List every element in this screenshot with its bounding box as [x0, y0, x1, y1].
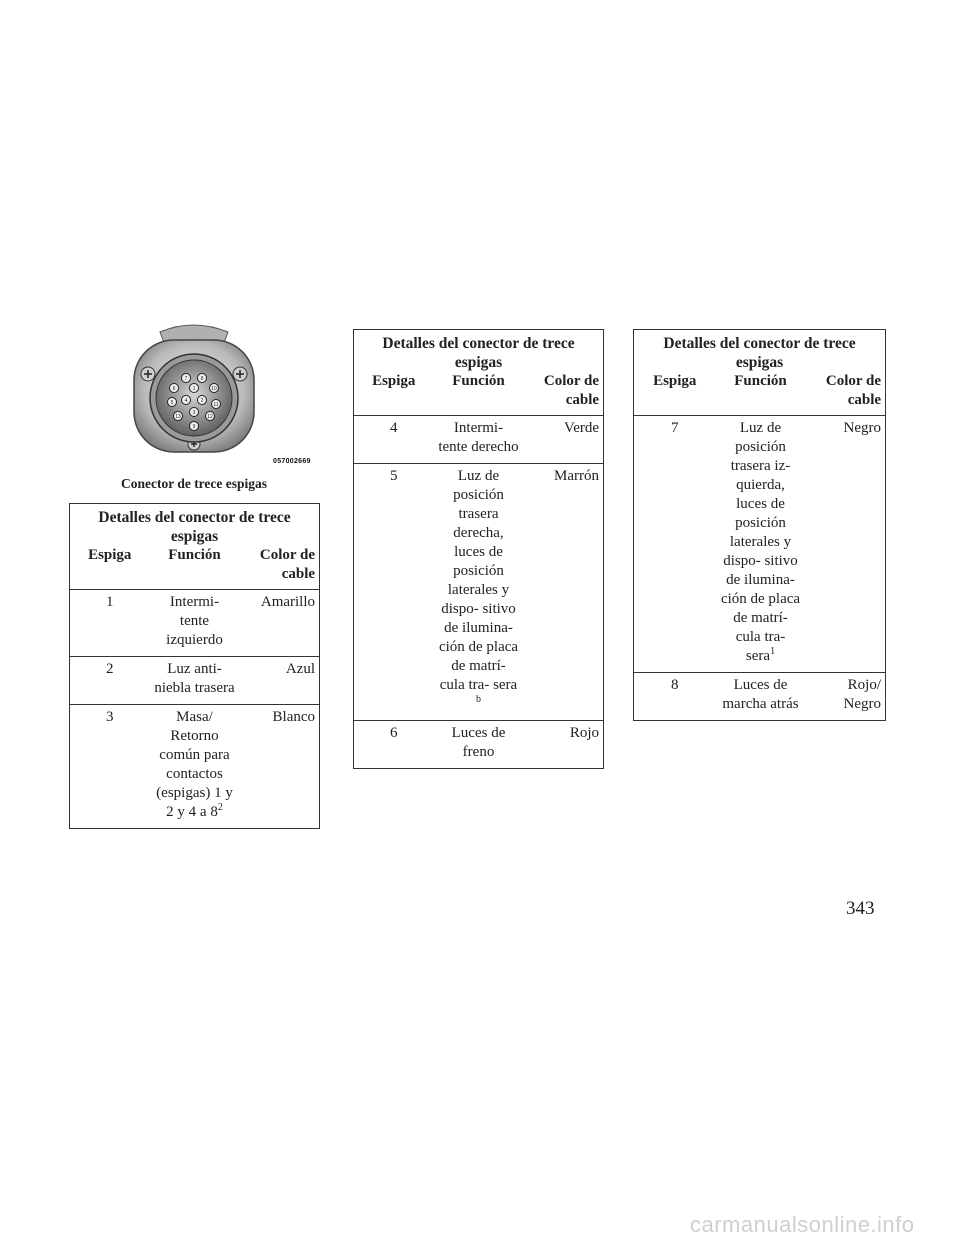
- wire-color: Azul: [240, 657, 320, 705]
- pin-function: Luces de marcha atrás: [716, 673, 806, 721]
- figure-caption: Conector de trece espigas: [120, 476, 268, 491]
- wire-color: Marrón: [524, 464, 604, 721]
- pin-number: 7: [634, 416, 716, 673]
- wire-color: Blanco: [240, 705, 320, 829]
- pin-label: 2: [200, 398, 204, 404]
- connector-figure: [108, 322, 338, 472]
- header-funcion: Función: [434, 372, 524, 416]
- footnote-mark: 2: [217, 802, 223, 813]
- pin-label: 10: [211, 386, 217, 392]
- pin-number: 2: [70, 657, 150, 705]
- header-color: Color de cable: [524, 372, 604, 416]
- table-row: [354, 464, 604, 721]
- footnote-mark: 1: [770, 646, 776, 657]
- table-row: [70, 657, 320, 705]
- pin-table-3: [633, 329, 886, 721]
- table-title: Detalles del conector de trece espigas: [354, 330, 604, 373]
- pin-table-1: [69, 503, 320, 829]
- table-row: [70, 590, 320, 657]
- thirteen-pin-connector-illustration: [108, 322, 338, 472]
- pin-number: 4: [354, 416, 434, 464]
- header-espiga: Espiga: [634, 372, 716, 416]
- pin-function: Luces de freno: [434, 721, 524, 769]
- pin-label: 11: [213, 402, 219, 408]
- table-title: Detalles del conector de trece espigas: [70, 504, 320, 547]
- table-row: [70, 705, 320, 829]
- pin-number: 8: [634, 673, 716, 721]
- pin-function: Intermi- tente izquierdo: [150, 590, 240, 657]
- pin-label: 12: [207, 414, 213, 420]
- table-row: [634, 673, 886, 721]
- wire-color: Rojo/ Negro: [806, 673, 886, 721]
- pin-label: 6: [172, 386, 176, 392]
- header-funcion: Función: [716, 372, 806, 416]
- pin-function: Luz anti- niebla trasera: [150, 657, 240, 705]
- pin-number: 6: [354, 721, 434, 769]
- pin-label: 8: [200, 376, 204, 382]
- pin-number: 3: [70, 705, 150, 829]
- pin-label: 1: [192, 386, 196, 392]
- header-funcion: Función: [150, 546, 240, 590]
- wire-color: Rojo: [524, 721, 604, 769]
- pin-function: Masa/ Retorno común para contactos (espigas) 1 y 2 y 4 a $8^2$: [150, 705, 240, 829]
- table-row: [354, 416, 604, 464]
- header-color: Color de cable: [240, 546, 320, 590]
- table-row: [634, 416, 886, 673]
- pin-label: 9: [192, 424, 196, 430]
- pin-number: 5: [354, 464, 434, 721]
- pin-function: Luz de posición trasera iz- quierda, luces de posición laterales y dispo- sitivo de ilumina- ción de placa de matrí- cula tra- sera$^1$: [716, 416, 806, 673]
- wire-color: Verde: [524, 416, 604, 464]
- footnote-mark: b: [476, 694, 481, 705]
- pin-table-2: [353, 329, 604, 769]
- table-row: [354, 721, 604, 769]
- pin-label: 7: [184, 376, 188, 382]
- figure-code: 057002669: [273, 458, 311, 465]
- pin-function: Intermi- tente derecho: [434, 416, 524, 464]
- pin-label: 3: [192, 410, 196, 416]
- watermark: carmanualsonline.info: [690, 1212, 915, 1237]
- pin-number: 1: [70, 590, 150, 657]
- wire-color: Amarillo: [240, 590, 320, 657]
- header-espiga: Espiga: [70, 546, 150, 590]
- pin-label: 13: [175, 414, 181, 420]
- table-title: Detalles del conector de trece espigas: [634, 330, 886, 373]
- header-color: Color de cable: [806, 372, 886, 416]
- pin-label: 4: [184, 398, 188, 404]
- header-espiga: Espiga: [354, 372, 434, 416]
- page-number: 343: [846, 898, 875, 919]
- wire-color: Negro: [806, 416, 886, 673]
- pin-function: Luz de posición trasera derecha, luces de posición laterales y dispo- sitivo de ilumina- ción de placa de matrí- cula tra- sera $^b$: [434, 464, 524, 721]
- pin-label: 5: [170, 400, 174, 406]
